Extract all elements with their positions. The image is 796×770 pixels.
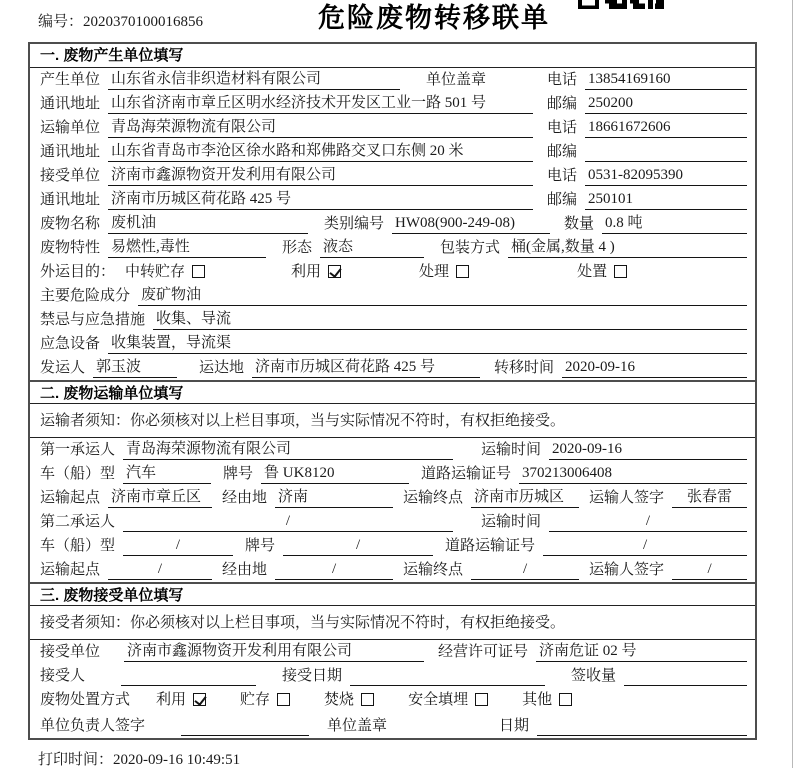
checkbox-checked-icon [193,693,206,706]
transporter-notice: 运输者须知：你必须核对以上栏目事项，当与实际情况不符时，有权拒绝接受。 [30,404,755,438]
transporter-address-row [30,140,755,164]
vehicle2-row [30,534,755,558]
route1-row [30,486,755,510]
window-edge-divider [792,0,793,768]
route-via2-field: / [275,560,393,580]
destination-field: 济南市历城区荷花路 425 号 [252,358,480,378]
qr-code-icon [578,0,664,9]
serial-number-line [38,13,203,32]
carrier-sign2-field: / [672,560,747,580]
transporter-zip-field [585,142,747,162]
carrier-sign-label: 运输人签字 [589,562,665,579]
receiver-address-field: 济南市历城区荷花路 425 号 [108,190,533,210]
sender-label: 发运人 [40,360,86,377]
sender-field: 郭玉波 [93,358,177,378]
option-label: 处理 [419,264,450,281]
road-permit-label: 道路运输证号 [421,466,512,483]
route-via1-field: 济南 [275,488,393,508]
print-time-line [38,751,240,770]
option-label: 中转贮存 [125,264,186,281]
purpose-option-utilize [291,263,341,282]
disposal-option-landfill [408,691,488,710]
received-amount-label: 签收量 [571,668,617,685]
hazard-field: 废矿物油 [138,286,747,306]
producer-address-row [30,92,755,116]
section1-header: 一. 废物产生单位填写 [30,44,755,68]
carrier-sign-label: 运输人签字 [589,490,665,507]
vehicle1-row [30,462,755,486]
accept-person-field [121,666,256,686]
transporter-name-field: 青岛海荣源物流有限公司 [108,118,533,138]
category-field: HW08(900-249-08) [392,214,550,234]
carrier2-name-field: / [123,512,453,532]
unit-seal-label: 单位盖章 [327,718,388,735]
hazard-components-row [30,284,755,308]
producer-phone-field: 13854169160 [585,70,747,90]
route-end1-field: 济南市历城区 [471,488,579,508]
accepting-unit-label: 接受单位 [40,644,101,661]
zip-label: 邮编 [546,96,577,113]
emergency-measures-row [30,308,755,332]
transport-time-label: 运输时间 [480,514,541,531]
manager-sign-field [181,716,309,736]
receiver-phone-field: 0531-82095390 [585,166,747,186]
checkbox-checked-icon [328,265,341,278]
plate2-field: / [283,536,433,556]
plate1-field: 鲁 UK8120 [261,464,409,484]
zip-label: 邮编 [546,144,577,161]
waste-traits-row [30,236,755,260]
category-label: 类别编号 [324,216,385,233]
receiver-label: 接受单位 [40,168,101,185]
waste-name-label: 废物名称 [40,216,101,233]
receiver-address-row [30,188,755,212]
producer-address-field: 山东省济南市章丘区明水经济技术开发区工业一路 501 号 [108,94,533,114]
carrier1-row [30,438,755,462]
transfer-purpose-row [30,260,755,284]
hazard-label: 主要危险成分 [40,288,131,305]
checkbox-icon [456,265,469,278]
manager-sign-label: 单位负责人签字 [40,718,146,735]
option-label: 利用 [156,692,187,709]
route-start2-field: / [108,560,212,580]
option-label: 焚烧 [324,692,355,709]
print-time-value: 2020-09-16 10:49:51 [113,752,241,768]
checkbox-icon [361,693,374,706]
carrier1-label: 第一承运人 [40,442,116,459]
checkbox-icon [559,693,572,706]
quantity-field: 0.8 吨 [602,214,747,234]
form-state-field: 液态 [320,238,424,258]
option-label: 处置 [577,264,608,281]
zip-label: 邮编 [546,192,577,209]
purpose-option-treat [419,263,469,282]
receiver-name-field: 济南市鑫源物资开发利用有限公司 [108,166,533,186]
waste-name-field: 废机油 [108,214,308,234]
accept-person-label: 接受人 [40,668,86,685]
traits-label: 废物特性 [40,240,101,257]
print-time-label: 打印时间： [38,752,114,768]
date-label: 日期 [499,718,530,735]
transfer-time-field: 2020-09-16 [562,358,747,378]
route-start1-field: 济南市章丘区 [108,488,212,508]
plate-label: 牌号 [223,466,254,483]
accept-date-field [350,666,545,686]
disposal-option-incinerate [324,691,374,710]
accepting-unit-field: 济南市鑫源物资开发利用有限公司 [124,642,424,662]
section3-header: 三. 废物接受单位填写 [30,582,755,606]
purpose-label: 外运目的： [40,264,116,281]
purpose-option-dispose [577,263,627,282]
checkbox-icon [192,265,205,278]
option-label: 安全填埋 [408,692,469,709]
carrier2-label: 第二承运人 [40,514,116,531]
disposal-option-storage [240,691,290,710]
section2-header: 二. 废物运输单位填写 [30,380,755,404]
destination-label: 运达地 [199,360,245,377]
serial-number: 2020370100016856 [83,14,204,30]
received-amount-field [624,666,747,686]
vehicle-type1-field: 汽车 [123,464,211,484]
serial-label: 编号： [38,14,84,30]
road-permit1-field: 370213006408 [519,464,747,484]
option-label: 利用 [291,264,322,281]
road-permit-label: 道路运输证号 [445,538,536,555]
measures-field: 收集、导流 [153,310,747,330]
quantity-label: 数量 [564,216,595,233]
producer-label: 产生单位 [40,72,101,89]
traits-field: 易燃性,毒性 [108,238,266,258]
producer-name-field: 山东省永信非织造材料有限公司 [108,70,400,90]
transport-time1-field: 2020-09-16 [549,440,747,460]
address-label: 通讯地址 [40,144,101,161]
producer-zip-field: 250200 [585,94,747,114]
carrier2-row [30,510,755,534]
accepting-unit-row [30,640,755,664]
receiver-notice: 接受者须知：你必须核对以上栏目事项，当与实际情况不符时，有权拒绝接受。 [30,606,755,640]
route-via-label: 经由地 [222,490,268,507]
option-label: 其他 [522,692,553,709]
vehicle-type-label: 车（船）型 [40,466,116,483]
carrier1-name-field: 青岛海荣源物流有限公司 [123,440,453,460]
signoff-row [30,712,755,738]
transporter-phone-field: 18661672606 [585,118,747,138]
page-title: 危险废物转移联单 [318,3,550,33]
receiver-zip-field: 250101 [585,190,747,210]
address-label: 通讯地址 [40,192,101,209]
checkbox-icon [614,265,627,278]
license-label: 经营许可证号 [438,644,529,661]
road-permit2-field: / [543,536,747,556]
license-field: 济南危证 02 号 [536,642,747,662]
transport-time-label: 运输时间 [480,442,541,459]
equipment-field: 收集装置，导流渠 [108,334,747,354]
form-state-label: 形态 [282,240,313,257]
receiver-phone-label: 电话 [546,168,577,185]
measures-label: 禁忌与应急措施 [40,312,146,329]
route-start-label: 运输起点 [40,562,101,579]
packaging-field: 桶(金属,数量 4 ) [508,238,747,258]
route-via-label: 经由地 [222,562,268,579]
purpose-option-transfer-storage [125,263,205,282]
plate-label: 牌号 [245,538,276,555]
transporter-label: 运输单位 [40,120,101,137]
carrier-sign1-field: 张春雷 [672,488,747,508]
route-start-label: 运输起点 [40,490,101,507]
acceptance-row [30,664,755,688]
receiver-row [30,164,755,188]
unit-seal-label: 单位盖章 [426,72,487,89]
disposal-label: 废物处置方式 [40,692,131,709]
producer-phone-label: 电话 [546,72,577,89]
transport-time2-field: / [549,512,747,532]
checkbox-icon [475,693,488,706]
producer-row [30,68,755,92]
route2-row [30,558,755,582]
equipment-label: 应急设备 [40,336,101,353]
vehicle-type2-field: / [123,536,233,556]
packaging-label: 包装方式 [440,240,501,257]
disposal-option-other [522,691,572,710]
emergency-equipment-row [30,332,755,356]
route-end-label: 运输终点 [403,562,464,579]
transporter-row [30,116,755,140]
disposal-method-row [30,688,755,712]
route-end2-field: / [471,560,579,580]
checkbox-icon [277,693,290,706]
waste-name-row [30,212,755,236]
disposal-option-utilize [156,691,206,710]
address-label: 通讯地址 [40,96,101,113]
route-end-label: 运输终点 [403,490,464,507]
accept-date-label: 接受日期 [282,668,343,685]
transporter-phone-label: 电话 [546,120,577,137]
dispatch-row [30,356,755,380]
transporter-address-field: 山东省青岛市李沧区徐水路和郑佛路交叉口东侧 20 米 [108,142,533,162]
date-field [537,716,747,736]
manifest-form [28,42,757,740]
transfer-time-label: 转移时间 [494,360,555,377]
vehicle-type-label: 车（船）型 [40,538,116,555]
option-label: 贮存 [240,692,271,709]
